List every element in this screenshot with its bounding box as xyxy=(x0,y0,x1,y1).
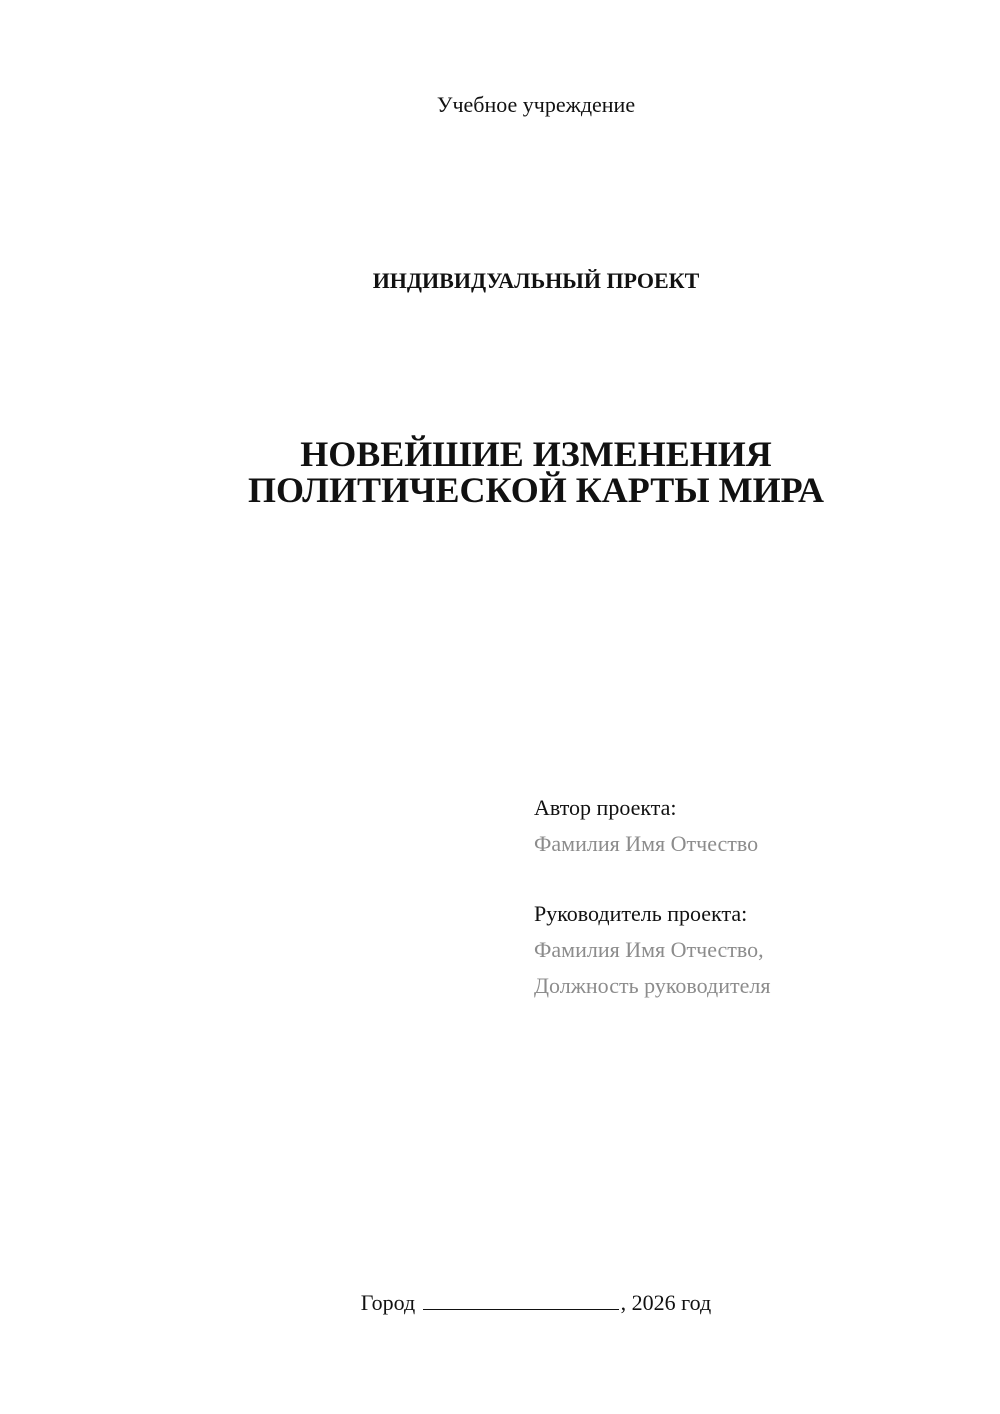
city-label: Город xyxy=(360,1290,416,1315)
project-topic xyxy=(0,436,1000,508)
project-topic-line-1: НОВЕЙШИЕ ИЗМЕНЕНИЯ xyxy=(300,434,772,474)
project-topic-line-2: ПОЛИТИЧЕСКОЙ КАРТЫ МИРА xyxy=(248,470,824,510)
author-name: Фамилия Имя Отчество xyxy=(534,831,759,856)
institution-name: Учебное учреждение xyxy=(436,92,636,117)
supervisor-label: Руководитель проекта: xyxy=(534,901,748,926)
supervisor-position: Должность руководителя xyxy=(534,973,771,998)
supervisor-name: Фамилия Имя Отчество, xyxy=(534,937,764,962)
project-type-heading: ИНДИВИДУАЛЬНЫЙ ПРОЕКТ xyxy=(372,268,700,293)
year-text: , 2026 год xyxy=(620,1290,712,1315)
project-people-block xyxy=(534,790,770,1004)
city-year-line xyxy=(0,1290,1000,1316)
spacer xyxy=(534,862,770,896)
city-blank-line xyxy=(423,1291,619,1310)
author-label: Автор проекта: xyxy=(534,795,677,820)
